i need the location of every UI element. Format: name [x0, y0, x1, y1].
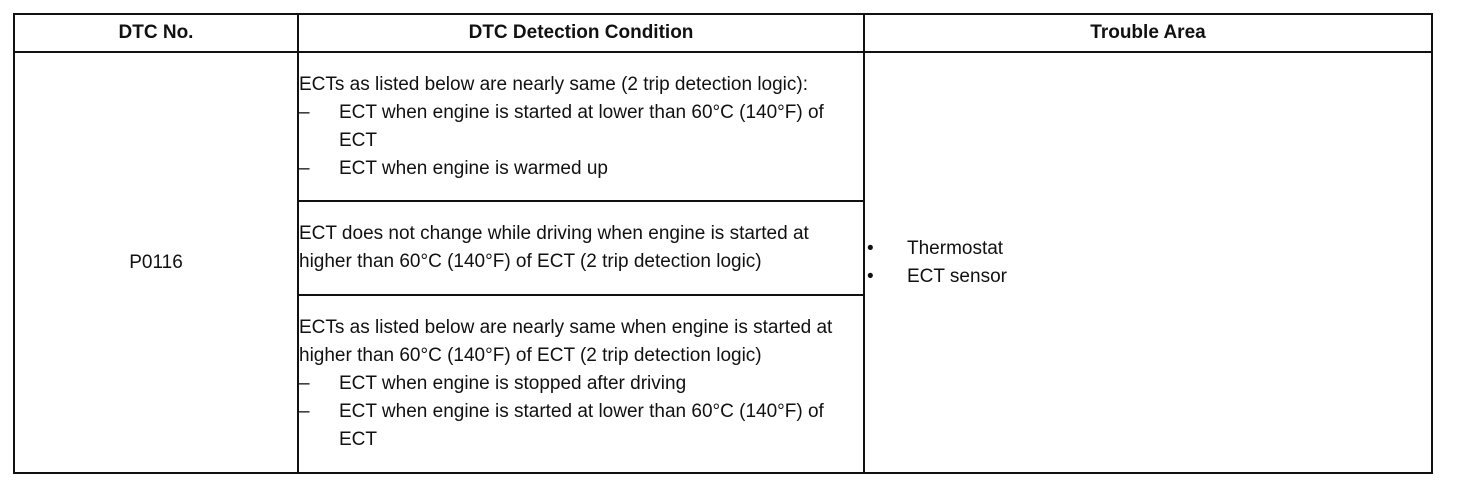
condition-item-text: ECT when engine is warmed up: [339, 157, 608, 179]
condition-item-text: ECT when engine is stopped after driving: [339, 373, 687, 394]
trouble-area-text: Thermostat: [907, 237, 1004, 259]
list-item: [299, 99, 863, 155]
list-item: [299, 370, 863, 398]
list-item: [865, 235, 1431, 263]
header-trouble-area: Trouble Area: [864, 14, 1432, 52]
dtc-table: [13, 13, 1433, 474]
dtc-number-cell: P0116: [14, 52, 298, 473]
table-row: [14, 52, 1432, 201]
list-item: [299, 155, 863, 183]
list-item: [299, 398, 863, 454]
condition-text: ECTs as listed below are nearly same when engine is started at higher than 60°C (140°F) of ECT (2 trip detection logic): [299, 317, 833, 366]
trouble-area-text: ECT sensor: [907, 265, 1007, 287]
header-dtc-no: DTC No.: [14, 14, 298, 52]
dash-marker: –: [299, 101, 310, 123]
condition-text: ECTs as listed below are nearly same (2 trip detection logic):: [299, 73, 809, 95]
condition-cell-2: [298, 201, 864, 295]
bullet-marker: •: [867, 265, 874, 287]
dash-marker: –: [299, 157, 310, 179]
list-item: [865, 263, 1431, 291]
condition-cell-3: [298, 295, 864, 473]
bullet-marker: •: [867, 237, 874, 259]
dash-marker: –: [299, 401, 310, 422]
condition-text: ECT does not change while driving when engine is started at higher than 60°C (140°F) of ECT (2 trip detection logic): [299, 223, 809, 272]
condition-item-text: ECT when engine is started at lower than 60°C (140°F) of ECT: [339, 401, 824, 450]
header-row: [14, 14, 1432, 52]
trouble-area-cell: [864, 52, 1432, 473]
condition-cell-1: [298, 52, 864, 201]
header-detection-condition: DTC Detection Condition: [298, 14, 864, 52]
dash-marker: –: [299, 373, 310, 394]
condition-item-text: ECT when engine is started at lower than 60°C (140°F) of ECT: [339, 101, 824, 151]
